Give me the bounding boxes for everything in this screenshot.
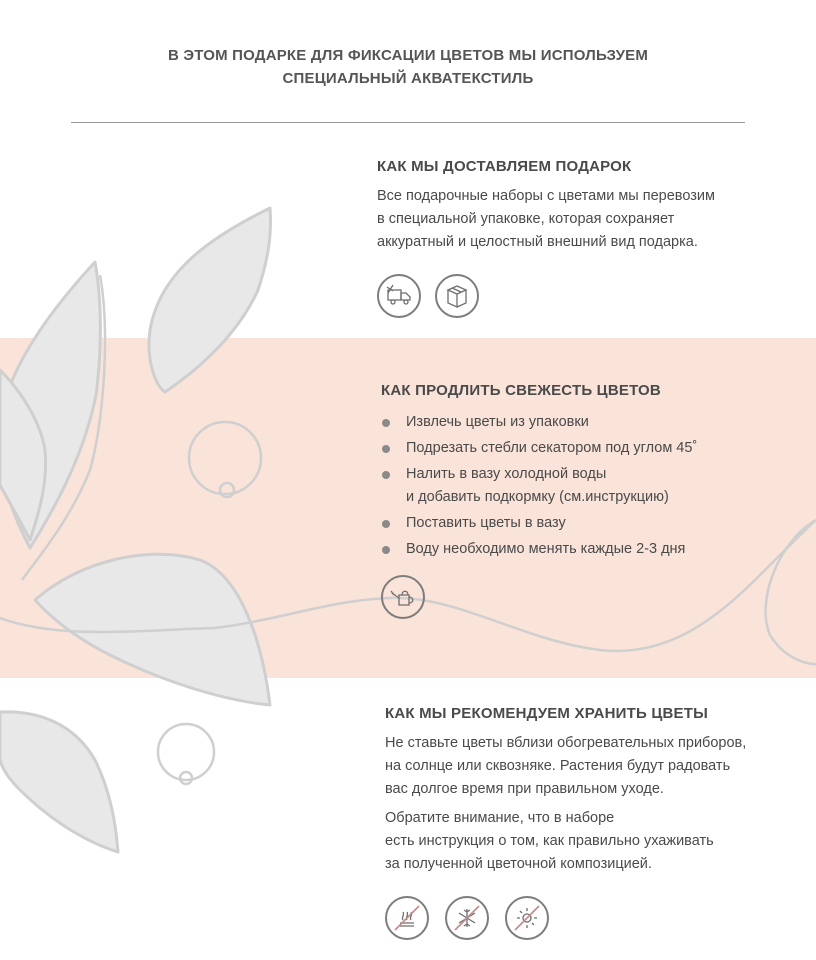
freshness-title: КАК ПРОДЛИТЬ СВЕЖЕСТЬ ЦВЕТОВ — [381, 382, 661, 399]
watering-can-icon — [381, 575, 425, 619]
no-heater-icon — [385, 896, 429, 940]
delivery-text: Все подарочные наборы с цветами мы перевозим в специальной упаковке, которая сохраняет аккуратный и целостный внешний вид подарка. — [377, 188, 715, 250]
delivery-section — [377, 158, 797, 318]
freshness-icons — [381, 575, 801, 619]
page-heading — [0, 44, 816, 90]
heading-divider — [71, 122, 745, 123]
bud-ring-2-dot — [180, 772, 192, 784]
freshness-steps — [381, 411, 801, 561]
no-sun-icon — [505, 896, 549, 940]
step-item: Извлечь цветы из упаковки — [381, 411, 801, 434]
delivery-title: КАК МЫ ДОСТАВЛЯЕМ ПОДАРОК — [377, 158, 632, 175]
storage-title: КАК МЫ РЕКОМЕНДУЕМ ХРАНИТЬ ЦВЕТЫ — [385, 705, 708, 722]
step-item: Воду необходимо менять каждые 2-3 дня — [381, 538, 801, 561]
delivery-truck-icon — [377, 274, 421, 318]
page-heading-line1: В ЭТОМ ПОДАРКЕ ДЛЯ ФИКСАЦИИ ЦВЕТОВ МЫ ИСПОЛЬЗУЕМ — [167, 47, 649, 64]
delivery-icons — [377, 274, 797, 318]
storage-text-2: Обратите внимание, что в наборе есть инструкция о том, как правильно ухаживать за полученной цветочной композицией. — [385, 810, 714, 872]
page-heading-line2: СПЕЦИАЛЬНЫЙ АКВАТЕКСТИЛЬ — [282, 70, 534, 87]
step-item: Подрезать стебли секатором под углом 45˚ — [381, 437, 801, 460]
step-item: Налить в вазу холодной воды и добавить подкормку (см.инструкцию) — [381, 463, 801, 509]
package-box-icon — [435, 274, 479, 318]
storage-section — [385, 705, 805, 940]
leaf-upper-right — [149, 208, 270, 392]
leaf-bottom — [0, 712, 118, 852]
no-cold-icon — [445, 896, 489, 940]
storage-icons — [385, 896, 805, 940]
freshness-section — [381, 382, 801, 619]
storage-text-1: Не ставьте цветы вблизи обогревательных приборов, на солнце или сквозняке. Растения будут радовать вас долгое время при правильном уходе. — [385, 735, 747, 797]
step-item: Поставить цветы в вазу — [381, 512, 801, 535]
